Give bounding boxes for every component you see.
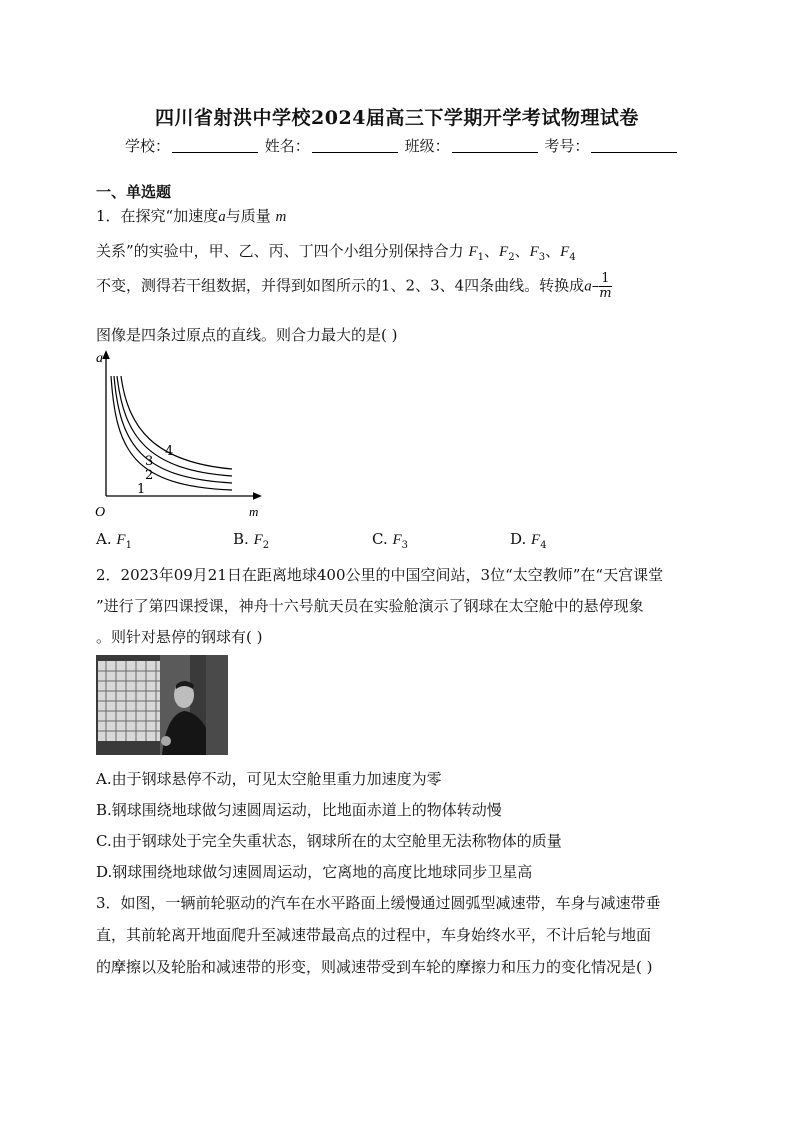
q3-line-1: 3．如图，一辆前轮驱动的汽车在水平路面上缓慢通过圆弧型减速带，车身与减速带垂	[96, 894, 661, 912]
photo-illustration	[96, 655, 228, 755]
curve-3	[117, 376, 232, 476]
school-blank	[172, 137, 258, 153]
fraction-numerator: 1	[599, 272, 611, 287]
q3-line-2: 直，其前轮离开地面爬升至减速带最高点的过程中，车身始终水平，不计后轮与地面	[96, 926, 652, 944]
force-sub: 3	[538, 252, 546, 263]
option-symbol: F	[392, 532, 402, 548]
name-blank	[312, 137, 398, 153]
x-axis-label: m	[249, 504, 259, 519]
section-heading: 一、单选题	[96, 183, 172, 201]
force-1: F	[468, 244, 478, 260]
q1-text: 不变，测得若干组数据，并得到如图所示的1、2、3、4四条曲线。转换成	[96, 276, 585, 295]
q1-option-d[interactable]	[510, 530, 547, 551]
name-label: 姓名：	[264, 137, 310, 155]
y-axis-label: a	[96, 351, 103, 366]
q1-option-b[interactable]	[233, 530, 269, 551]
option-symbol: F	[253, 532, 263, 548]
force-sub: 4	[569, 252, 576, 263]
q2-option-c[interactable]: C.由于钢球处于完全失重状态，钢球所在的太空舱里无法称物体的质量	[96, 832, 562, 850]
var-m: m	[275, 209, 287, 225]
q2-line-2: ”进行了第四课授课，神舟十六号航天员在实验舱演示了钢球在太空舱中的悬停现象	[96, 597, 644, 615]
option-sub: 3	[401, 540, 409, 551]
force-4: F	[560, 244, 570, 260]
option-letter: B.	[233, 530, 249, 548]
q2-line-3: 。则针对悬停的钢球有( )	[96, 628, 263, 646]
separator: 、	[484, 242, 500, 260]
fraction-one-over-m	[599, 272, 611, 301]
curve-label-2: 2	[145, 468, 154, 483]
force-sub: 2	[508, 252, 515, 263]
curve-label-4: 4	[165, 444, 174, 459]
class-blank	[452, 137, 538, 153]
option-symbol: F	[531, 532, 541, 548]
force-sub: 1	[477, 252, 484, 263]
option-letter: D.	[510, 530, 527, 548]
separator: 、	[514, 242, 530, 260]
school-label: 学校：	[125, 137, 171, 155]
q1-line-2	[96, 240, 576, 263]
option-letter: A.	[96, 530, 112, 548]
origin-label: O	[95, 505, 106, 520]
q1-option-c[interactable]	[372, 530, 408, 551]
student-info-row	[125, 135, 679, 156]
option-sub: 2	[262, 540, 270, 551]
q1-text: 1．在探究“加速度	[96, 207, 219, 225]
option-sub: 1	[125, 540, 132, 551]
q1-line-1	[96, 205, 286, 226]
q1-option-a[interactable]	[96, 530, 132, 551]
page-title: 四川省射洪中学校2024届高三下学期开学考试物理试卷	[155, 107, 639, 129]
space-station-photo	[96, 655, 228, 755]
option-symbol: F	[116, 532, 126, 548]
q1-text: 关系”的实验中，甲、乙、丙、丁四个小组分别保持合力	[96, 242, 464, 260]
q1-text: 与质量	[225, 207, 271, 225]
q2-line-1: 2．2023年09月21日在距离地球400公里的中国空间站，3位“太空教师”在“天宫课堂	[96, 566, 664, 584]
force-3: F	[529, 244, 539, 260]
curve-label-3: 3	[145, 454, 154, 469]
q1-line-3: 不变，测得若干组数据，并得到如图所示的1、2、3、4四条曲线。转换成a– $\frac{1}{m}$	[96, 271, 612, 301]
option-sub: 4	[540, 540, 547, 551]
a-m-graph	[92, 348, 272, 523]
fraction-denominator: m	[599, 286, 612, 301]
exam-number-blank	[591, 137, 677, 153]
q1-line-4: 图像是四条过原点的直线。则合力最大的是( )	[96, 326, 398, 344]
var-a: a	[584, 278, 592, 295]
curve-label-1: 1	[137, 482, 146, 497]
option-letter: C.	[372, 530, 388, 548]
class-label: 班级：	[404, 137, 450, 155]
exam-number-label: 考号：	[544, 137, 590, 155]
curve-4	[121, 376, 232, 469]
q2-option-b[interactable]: B.钢球围绕地球做匀速圆周运动，比地面赤道上的物体转动慢	[96, 801, 502, 819]
q2-option-d[interactable]: D.钢球围绕地球做匀速圆周运动，它离地的高度比地球同步卫星高	[96, 863, 533, 881]
var-a: a	[218, 209, 226, 225]
q2-option-a[interactable]: A.由于钢球悬停不动，可见太空舱里重力加速度为零	[96, 770, 442, 788]
separator: 、	[545, 242, 561, 260]
q3-line-3: 的摩擦以及轮胎和减速带的形变，则减速带受到车轮的摩擦力和压力的变化情况是( )	[96, 958, 653, 976]
force-2: F	[499, 244, 509, 260]
